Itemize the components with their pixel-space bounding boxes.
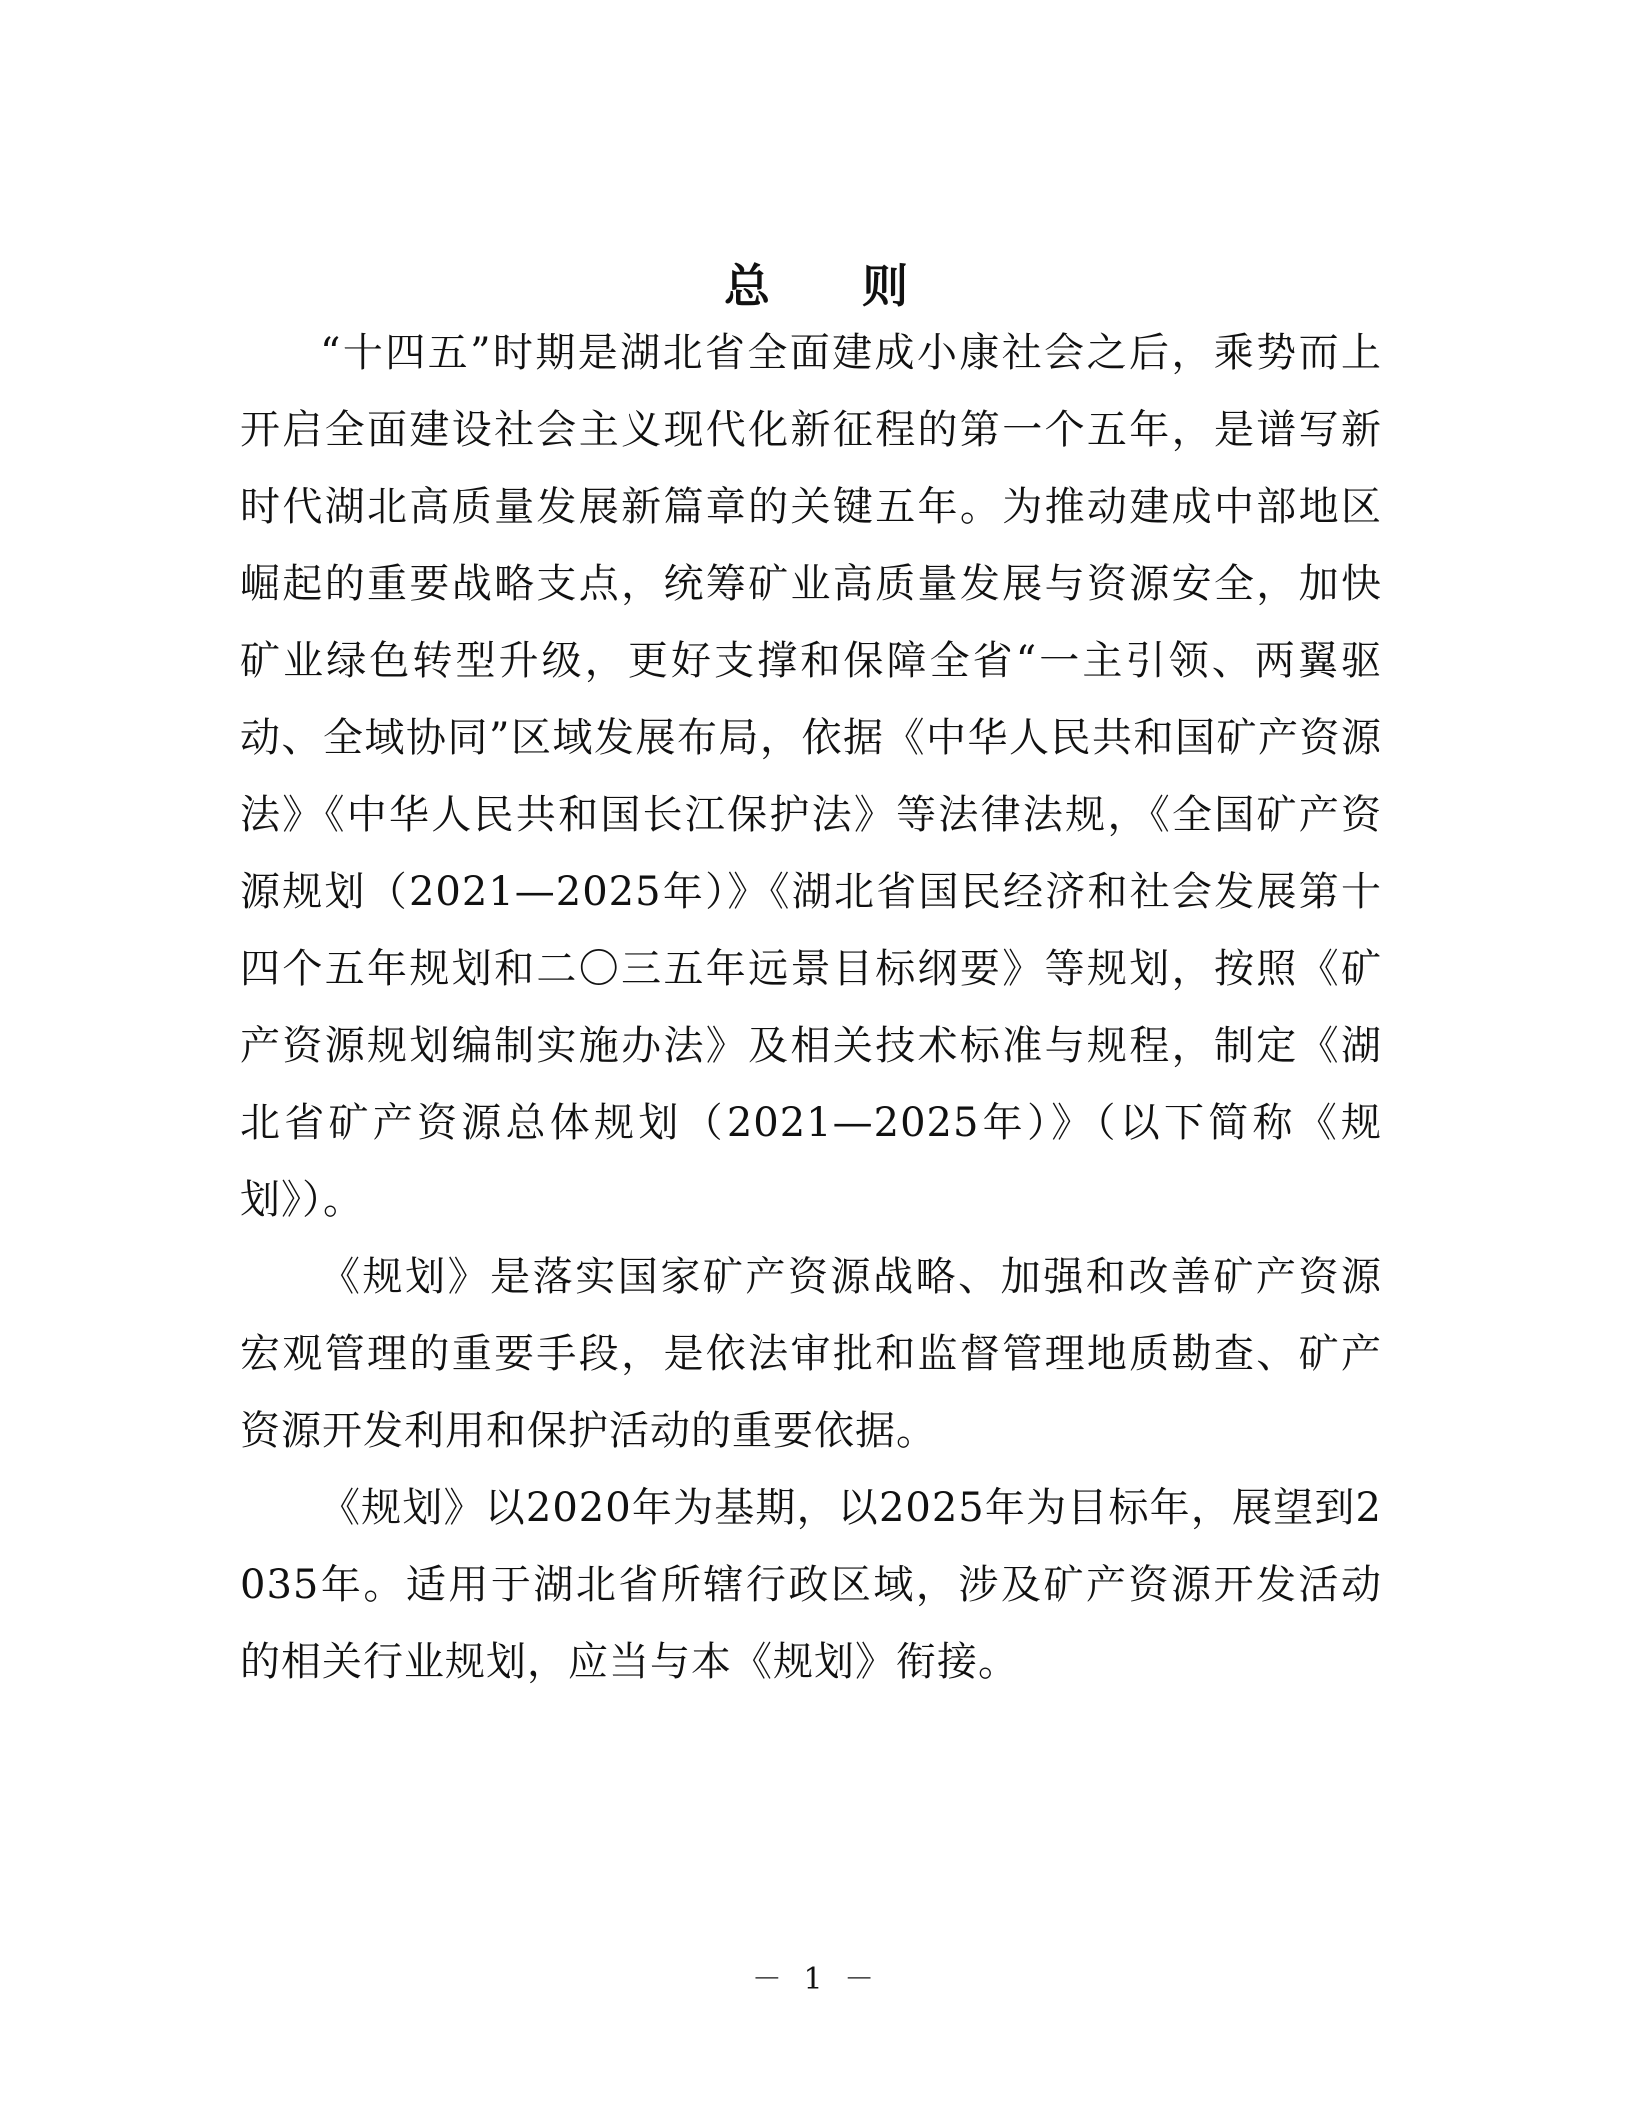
paragraph-period: 《规划》以2020年为基期，以2025年为目标年，展望到2035年。适用于湖北省所辖行政区域，涉及矿产资源开发活动的相关行业规划，应当与本《规划》衔接。 [240, 1485, 1382, 1685]
paragraph-purpose: 《规划》是落实国家矿产资源战略、加强和改善矿产资源宏观管理的重要手段，是依法审批和监督管理地质勘查、矿产资源开发利用和保护活动的重要依据。 [240, 1254, 1382, 1454]
page-number: － 1 － [751, 1962, 881, 1997]
paragraph-intro: “十四五”时期是湖北省全面建成小康社会之后，乘势而上开启全面建设社会主义现代化新征程的第一个五年，是谱写新时代湖北高质量发展新篇章的关键五年。为推动建成中部地区崛起的重要战略支点，统筹矿业高质量发展与资源安全，加快矿业绿色转型升级，更好支撑和保障全省“一主引领、两翼驱动、全域协同”区域发展布局，依据《中华人民共和国矿产资源法》《中华人民共和国长江保护法》等法律法规，《全国矿产资源规划（2021—2025年）》《湖北省国民经济和社会发展第十四个五年规划和二〇三五年远景目标纲要》等规划，按照《矿产资源规划编制实施办法》及相关技术标准与规程，制定《湖北省矿产资源总体规划（2021—2025年）》（以下简称《规划》）。 [240, 330, 1382, 1223]
page-title: 总 则 [723, 258, 946, 313]
body-text [240, 315, 1382, 1701]
